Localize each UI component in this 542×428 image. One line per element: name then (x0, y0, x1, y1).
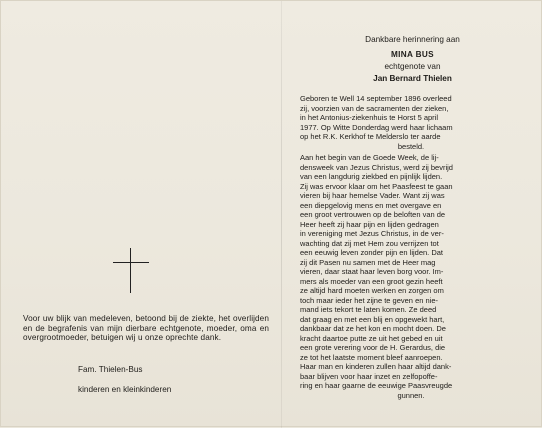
spouse-name: Jan Bernard Thielen (373, 74, 452, 83)
reflection-line: wachting dat zij met Hem zou verrijzen tot (300, 238, 439, 248)
cross-icon (113, 248, 149, 293)
biography-line: Geboren te Well 14 september 1896 overleed (300, 94, 452, 103)
reflection-line: Aan het begin van de Goede Week, de lij- (300, 153, 439, 162)
right-panel (282, 1, 542, 428)
thank-you-message: Voor uw blijk van medeleven, betoond bij de ziekte, het overlijden en de begrafenis van mijn dierbare echtgenote, moeder, oma en overgrootmoeder, betuigen wij u onze oprechte dank. (23, 314, 269, 342)
reflection-line: een diepgelovig mens en met overgave en (300, 200, 442, 210)
reflection-line: ze tot het laatste moment bleef aanroepen. (300, 352, 443, 362)
reflection-line: Zij was ervoor klaar om het Paasfeest te gaan (300, 181, 453, 191)
reflection-paragraph (300, 153, 522, 400)
spouse-label: echtgenote van (384, 62, 441, 71)
reflection-line: een groot vertrouwen op de beloften van de (300, 210, 446, 219)
biography-paragraph (300, 94, 522, 151)
cross-horizontal-bar (113, 262, 149, 263)
reflection-line: dankbaar dat ze het kon en mocht doen. De (300, 324, 446, 333)
reflection-line: in vereniging met Jezus Christus, in de ver- (300, 229, 444, 238)
reflection-line: Heer heeft zij haar pijn en lijden gedragen (300, 219, 439, 229)
reflection-line: van een langdurig ziekbed en pijnlijk lijden. (300, 172, 443, 181)
biography-line: 1977. Op Witte Donderdag werd haar lichaam (300, 122, 453, 132)
reflection-line: zij dit Pasen nu samen met de Heer mag (300, 257, 436, 267)
reflection-line: vieren bij haar hemelse Vader. Want zij was (300, 191, 445, 200)
biography-line: op het R.K. Kerkhof te Melderslo ter aarde (300, 132, 441, 141)
family-children-line: kinderen en kleinkinderen (78, 385, 172, 394)
reflection-line: ring en haar gaarne de eeuwige Paasvreugde (300, 381, 453, 390)
memorial-header (302, 35, 523, 84)
reflection-line: een grote verering voor de H. Gerardus, die (300, 343, 446, 352)
reflection-line: ze altijd hard moeten werken en zorgen om (300, 286, 444, 295)
biography-line: besteld. (397, 141, 425, 151)
biography-line: in het Antonius-ziekenhuis te Horst 5 april (300, 113, 438, 122)
deceased-name: MINA BUS (391, 50, 434, 59)
reflection-line: baar blijven voor haar inzet en zelfopoffe- (300, 371, 438, 381)
reflection-line: kracht daartoe putte ze uit het gebed en uit (300, 333, 443, 343)
reflection-line: densweek van Jezus Christus, werd zij bevrijd (300, 162, 453, 172)
reflection-line: gunnen. (397, 390, 425, 400)
family-signature: Fam. Thielen-Bus (78, 365, 143, 374)
reflection-line: een eeuwig leven zonder pijn en lijden. Dat (300, 248, 444, 257)
cross-vertical-bar (130, 248, 131, 293)
reflection-line: toch maar ieder het zijne te geven en nie- (300, 295, 438, 305)
reflection-line: Haar man en kinderen zullen haar altijd dank- (300, 362, 452, 371)
memorial-title: Dankbare herinnering aan (365, 35, 460, 44)
reflection-line: vieren, daar staat haar leven borg voor. Im- (300, 267, 444, 276)
left-panel (1, 1, 281, 428)
reflection-line: mand iets tekort te laten komen. Ze deed (300, 305, 437, 314)
reflection-line: mers als moeder van een groot gezin heeft (300, 276, 443, 286)
biography-line: zij, voorzien van de sacramenten der zieken, (300, 103, 449, 113)
reflection-line: dat graag en met een blij en opgewekt hart, (300, 314, 445, 324)
